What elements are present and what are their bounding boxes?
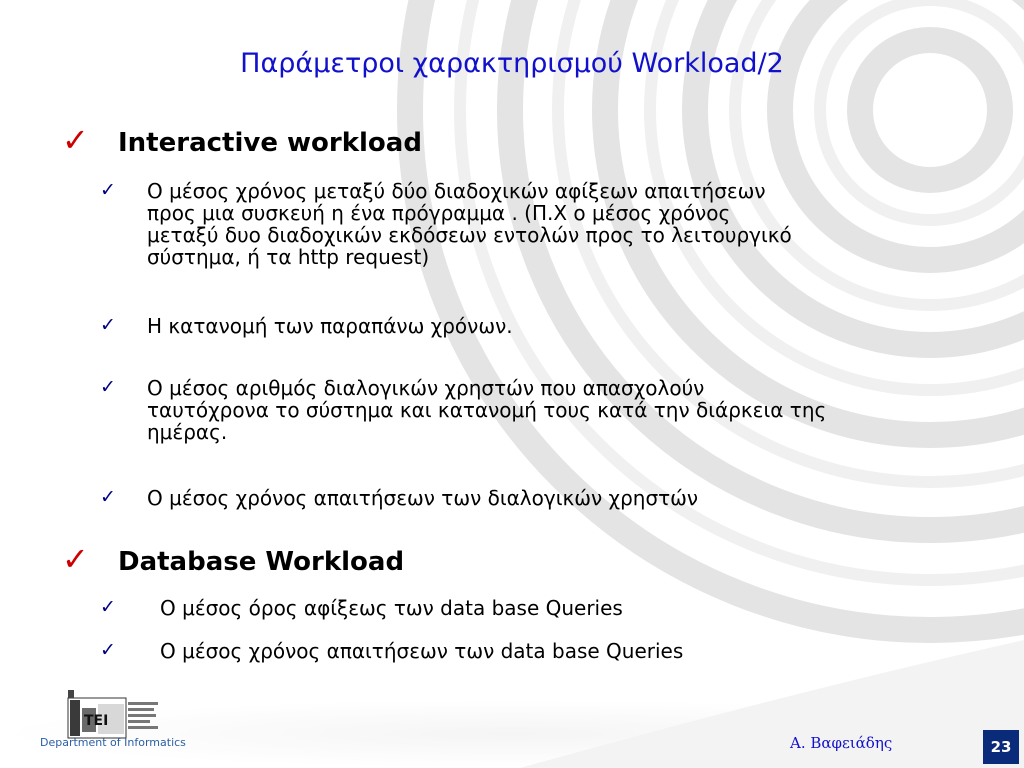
list-item-text: Ο μέσος χρόνος απαιτήσεων των data base Queries xyxy=(160,639,684,663)
department-label: Department of Informatics xyxy=(40,736,186,749)
section-heading: Database Workload xyxy=(118,547,405,577)
list-item-text: Ο μέσος χρόνος μεταξύ δύο διαδοχικών αφίξεων απαιτήσεων προς μια συσκευή η ένα πρόγραμμα . (Π.Χ ο μέσος χρόνος μεταξύ δυο διαδοχικών εκδόσεων εντολών προς το λειτουργικό σύστημα, ή τα http request) xyxy=(147,179,792,269)
check-mark-icon: ✓ xyxy=(100,596,116,618)
check-mark-icon: ✓ xyxy=(100,376,116,398)
page-number: 23 xyxy=(983,730,1019,764)
logo-text: ΤΕΙ xyxy=(84,713,109,729)
slide-title: Παράμετροι χαρακτηρισμού Workload/2 xyxy=(240,48,784,79)
check-mark-icon: ✓ xyxy=(62,540,89,578)
check-mark-icon: ✓ xyxy=(62,121,89,159)
list-item-text: Ο μέσος όρος αφίξεως των data base Queries xyxy=(160,596,623,620)
check-mark-icon: ✓ xyxy=(100,639,116,661)
author-name: Α. Βαφειάδης xyxy=(790,734,893,752)
list-item-text: Ο μέσος αριθμός διαλογικών χρηστών που απασχολούν ταυτόχρονα το σύστημα και κατανομή τους κατά την διάρκεια της ημέρας. xyxy=(147,376,827,444)
list-item-text: Η κατανομή των παραπάνω χρόνων. xyxy=(147,314,513,338)
check-mark-icon: ✓ xyxy=(100,179,116,201)
check-mark-icon: ✓ xyxy=(100,486,116,508)
section-heading: Interactive workload xyxy=(118,128,422,158)
check-mark-icon: ✓ xyxy=(100,314,116,336)
list-item-text: Ο μέσος χρόνος απαιτήσεων των διαλογικών χρηστών xyxy=(147,486,699,510)
